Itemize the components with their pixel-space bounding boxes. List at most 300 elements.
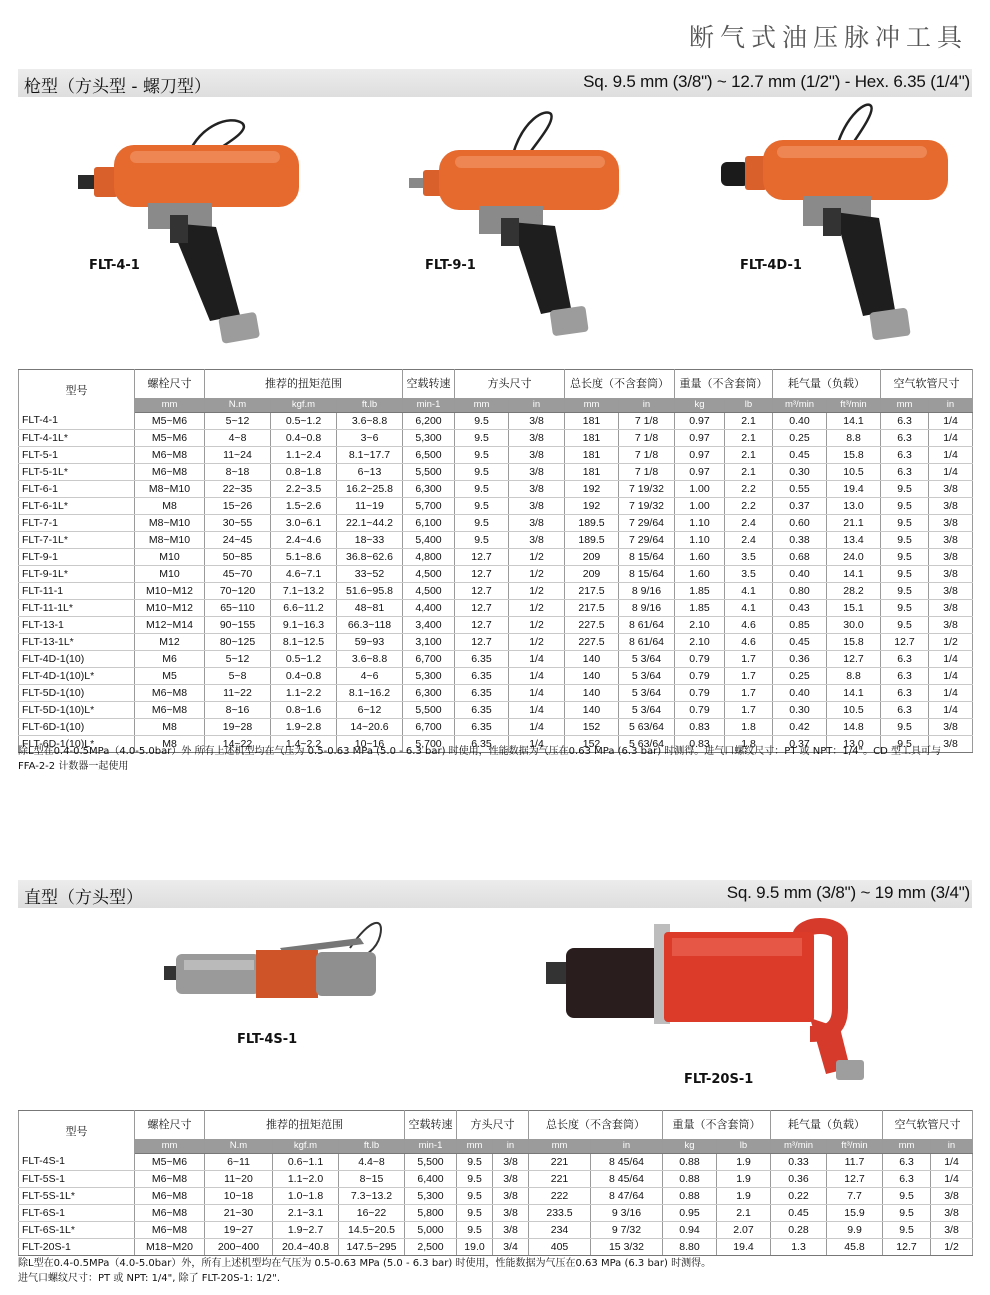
header-length: 总长度（不含套筒） <box>565 370 675 399</box>
table-cell: 6.6~11.2 <box>271 600 337 617</box>
table-cell: 3/8 <box>493 1154 529 1171</box>
table-cell: 5 3/64 <box>619 651 675 668</box>
unit-cell: min-1 <box>403 398 455 413</box>
unit-cell: lb <box>725 398 773 413</box>
table-cell: 0.88 <box>663 1154 717 1171</box>
table-cell: 6.3 <box>881 685 929 702</box>
table-cell: 0.42 <box>773 719 827 736</box>
table-cell: 6,100 <box>403 515 455 532</box>
table-cell: 0.80 <box>773 583 827 600</box>
footnote-line: 除L型在0.4-0.5MPa（4.0-5.0bar）外，所有上述机型均在气压为 0.5-0.63 MPa (5.0 - 6.3 bar) 时使用，性能数据为气压在0.63 MPa (6.3 bar) 时测得。 <box>18 1258 712 1269</box>
straight-tool-image-flt-4s-1 <box>160 908 395 1018</box>
table-cell: 140 <box>565 651 619 668</box>
unit-cell: ft.lb <box>337 398 403 413</box>
table-cell: 3.5 <box>725 566 773 583</box>
table-cell: 12.7 <box>455 583 509 600</box>
table-cell: 3/8 <box>493 1222 529 1239</box>
header-air: 耗气量（负载） <box>771 1111 883 1140</box>
table-cell: 147.5~295 <box>339 1239 405 1256</box>
table-cell: 0.25 <box>773 668 827 685</box>
table-cell: 1/4 <box>929 430 973 447</box>
table-cell: 0.5~1.2 <box>271 413 337 430</box>
model-cell: FLT-20S-1 <box>19 1239 135 1256</box>
header-square: 方头尺寸 <box>455 370 565 399</box>
table-cell: M8 <box>135 736 205 753</box>
table-cell: 12.7 <box>883 1239 931 1256</box>
table-cell: M6~M8 <box>135 1188 205 1205</box>
footnote <box>18 1256 948 1286</box>
table-cell: 90~155 <box>205 617 271 634</box>
model-cell: FLT-7-1 <box>19 515 135 532</box>
table-cell: 11~22 <box>205 685 271 702</box>
table-cell: 4.6 <box>725 617 773 634</box>
table-cell: 11~20 <box>205 1171 273 1188</box>
table-cell: 5 3/64 <box>619 685 675 702</box>
table-cell: 9.5 <box>455 430 509 447</box>
table-cell: 6,300 <box>403 685 455 702</box>
table-cell: 2.4 <box>725 532 773 549</box>
table-cell: 181 <box>565 464 619 481</box>
table-cell: 19.4 <box>717 1239 771 1256</box>
table-cell: 14.5~20.5 <box>339 1222 405 1239</box>
unit-cell: in <box>509 398 565 413</box>
table-cell: 3/4 <box>493 1239 529 1256</box>
table-cell: 2.2~3.5 <box>271 481 337 498</box>
table-cell: 4,500 <box>403 566 455 583</box>
table-cell: 5.1~8.6 <box>271 549 337 566</box>
table-cell: 8 15/64 <box>619 549 675 566</box>
table-cell: 222 <box>529 1188 591 1205</box>
table-cell: 0.8~1.6 <box>271 702 337 719</box>
table-cell: 2.2 <box>725 498 773 515</box>
table-cell: 2.07 <box>717 1222 771 1239</box>
model-cell: FLT-6S-1L* <box>19 1222 135 1239</box>
table-cell: 0.97 <box>675 447 725 464</box>
table-cell: M5 <box>135 668 205 685</box>
table-cell: 3/8 <box>929 515 973 532</box>
table-cell: 3.6~8.8 <box>337 651 403 668</box>
table-row <box>19 702 973 719</box>
model-cell: FLT-5S-1L* <box>19 1188 135 1205</box>
table-cell: M8~M10 <box>135 515 205 532</box>
table-cell: 9.5 <box>881 566 929 583</box>
table-cell: 3/8 <box>509 498 565 515</box>
model-cell: FLT-6S-1 <box>19 1205 135 1222</box>
table-row <box>19 515 973 532</box>
table-cell: 2.4~4.6 <box>271 532 337 549</box>
table-cell: 9.5 <box>457 1205 493 1222</box>
table-cell: 1.10 <box>675 532 725 549</box>
unit-cell: in <box>619 398 675 413</box>
table-cell: 9.5 <box>881 583 929 600</box>
table-cell: 2.2 <box>725 481 773 498</box>
table-cell: 80~125 <box>205 634 271 651</box>
table-row <box>19 634 973 651</box>
table-cell: 0.97 <box>675 413 725 430</box>
table-cell: 1.4~2.2 <box>271 736 337 753</box>
table-cell: 7 29/64 <box>619 532 675 549</box>
table-cell: 6.3 <box>883 1171 931 1188</box>
table-cell: 33~52 <box>337 566 403 583</box>
table-cell: 1/2 <box>509 566 565 583</box>
header-length: 总长度（不含套筒） <box>529 1111 663 1140</box>
table-row <box>19 617 973 634</box>
table-cell: 1/4 <box>509 702 565 719</box>
table-cell: 4~6 <box>337 668 403 685</box>
table-cell: 8 61/64 <box>619 634 675 651</box>
table-cell: 3/8 <box>929 736 973 753</box>
section-header-pistol <box>18 69 972 97</box>
table-cell: 3/8 <box>493 1205 529 1222</box>
table-cell: 3/8 <box>929 583 973 600</box>
table-cell: 6~12 <box>337 702 403 719</box>
table-cell: 14~20.6 <box>337 719 403 736</box>
table-cell: M10 <box>135 549 205 566</box>
table-cell: 9.5 <box>457 1188 493 1205</box>
table-cell: M10~M12 <box>135 583 205 600</box>
table-cell: 4.4~8 <box>339 1154 405 1171</box>
table-cell: 13.4 <box>827 532 881 549</box>
table-cell: 10~16 <box>337 736 403 753</box>
table-cell: 1/4 <box>931 1154 973 1171</box>
table-cell: 405 <box>529 1239 591 1256</box>
table-cell: 1.8 <box>725 719 773 736</box>
table-cell: 6.35 <box>455 719 509 736</box>
section-spec: Sq. 9.5 mm (3/8") ~ 12.7 mm (1/2") - Hex. 6.35 (1/4") <box>583 72 970 91</box>
table-cell: 6.3 <box>883 1154 931 1171</box>
table-cell: 12.7 <box>455 566 509 583</box>
table-cell: 8~16 <box>205 702 271 719</box>
header-bolt: 螺栓尺寸 <box>135 370 205 399</box>
table-cell: 3/8 <box>929 532 973 549</box>
table-cell: 6.35 <box>455 651 509 668</box>
table-cell: 2.4 <box>725 515 773 532</box>
unit-cell: mm <box>135 1139 205 1154</box>
unit-cell: mm <box>883 1139 931 1154</box>
table-cell: 6,500 <box>403 447 455 464</box>
table-cell: 3/8 <box>493 1188 529 1205</box>
table-row <box>19 481 973 498</box>
table-cell: 15.9 <box>827 1205 883 1222</box>
table-cell: 2.1 <box>725 430 773 447</box>
footnote-line: 进气口螺纹尺寸：PT 或 NPT: 1/4", 除了 FLT-20S-1: 1/2". <box>18 1273 281 1284</box>
table-cell: M6~M8 <box>135 1222 205 1239</box>
table-cell: 9.5 <box>881 481 929 498</box>
table-cell: 1/2 <box>509 634 565 651</box>
table-cell: 9.5 <box>455 532 509 549</box>
table-cell: 1.0~1.8 <box>273 1188 339 1205</box>
table-cell: 1.1~2.0 <box>273 1171 339 1188</box>
table-cell: 1.7 <box>725 702 773 719</box>
tool-label: FLT-4-1 <box>89 258 140 273</box>
table-cell: 1/4 <box>929 447 973 464</box>
table-cell: 1.85 <box>675 600 725 617</box>
table-cell: 51.6~95.8 <box>337 583 403 600</box>
table-cell: M18~M20 <box>135 1239 205 1256</box>
header-square: 方头尺寸 <box>457 1111 529 1140</box>
model-cell: FLT-6-1 <box>19 481 135 498</box>
table-cell: 3/8 <box>509 413 565 430</box>
table-cell: 6,300 <box>403 481 455 498</box>
table-cell: 8~15 <box>339 1171 405 1188</box>
table-cell: 1.00 <box>675 481 725 498</box>
table-cell: 1/4 <box>509 736 565 753</box>
table-cell: 11~19 <box>337 498 403 515</box>
table-cell: 1.3 <box>771 1239 827 1256</box>
table-cell: M8~M10 <box>135 481 205 498</box>
table-cell: 0.28 <box>771 1222 827 1239</box>
unit-cell: in <box>931 1139 973 1154</box>
table-cell: 1.7 <box>725 651 773 668</box>
table-cell: 6.35 <box>455 702 509 719</box>
table-cell: 8 45/64 <box>591 1154 663 1171</box>
table-cell: 9.5 <box>457 1222 493 1239</box>
table-cell: 8.1~17.7 <box>337 447 403 464</box>
unit-row <box>19 1139 973 1154</box>
table-cell: 227.5 <box>565 634 619 651</box>
model-cell: FLT-5S-1 <box>19 1171 135 1188</box>
unit-row <box>19 398 973 413</box>
model-cell: FLT-4-1L* <box>19 430 135 447</box>
section-header-straight <box>18 880 972 908</box>
table-cell: 9.5 <box>455 464 509 481</box>
table-cell: M6~M8 <box>135 685 205 702</box>
table-cell: 3~6 <box>337 430 403 447</box>
table-cell: 3/8 <box>929 498 973 515</box>
table-cell: 9.5 <box>455 447 509 464</box>
table-cell: M8~M10 <box>135 532 205 549</box>
table-cell: 8.1~12.5 <box>271 634 337 651</box>
table-cell: 14.1 <box>827 413 881 430</box>
table-cell: 1/4 <box>929 685 973 702</box>
table-cell: 5,300 <box>405 1188 457 1205</box>
table-cell: 1/2 <box>509 600 565 617</box>
table-cell: 36.8~62.6 <box>337 549 403 566</box>
table-cell: 21~30 <box>205 1205 273 1222</box>
table-row <box>19 1188 973 1205</box>
table-cell: 181 <box>565 430 619 447</box>
table-cell: 5,500 <box>405 1154 457 1171</box>
table-cell: 24.0 <box>827 549 881 566</box>
model-cell: FLT-11-1 <box>19 583 135 600</box>
table-row <box>19 498 973 515</box>
table-cell: 1.9~2.8 <box>271 719 337 736</box>
table-cell: 0.40 <box>773 685 827 702</box>
unit-cell: mm <box>565 398 619 413</box>
table-cell: 192 <box>565 481 619 498</box>
table-cell: 5~12 <box>205 651 271 668</box>
section-spec: Sq. 9.5 mm (3/8") ~ 19 mm (3/4") <box>726 883 970 902</box>
table-cell: 3,400 <box>403 617 455 634</box>
table-cell: 1/4 <box>929 702 973 719</box>
table-cell: 9.5 <box>881 617 929 634</box>
unit-cell: N.m <box>205 1139 273 1154</box>
table-cell: 6,700 <box>403 651 455 668</box>
header-speed: 空载转速 <box>405 1111 457 1140</box>
table-cell: 7 1/8 <box>619 413 675 430</box>
table-cell: 3/8 <box>931 1205 973 1222</box>
footnote: 除L型在0.4-0.5MPa（4.0-5.0bar）外 所有上述机型均在气压为 0.5-0.63 MPa (5.0 - 6.3 bar) 时使用，性能数据为气压在0.63 MPa (6.3 bar) 时测得。进气口螺纹尺寸：PT 或 NPT：1/4"。CD 型工具可与FFA-2-2 计数器一起使用 <box>18 746 941 772</box>
table-cell: 3/8 <box>929 617 973 634</box>
model-cell: FLT-11-1L* <box>19 600 135 617</box>
table-cell: 3/8 <box>509 515 565 532</box>
table-row <box>19 1171 973 1188</box>
header-model: 型号 <box>19 370 135 413</box>
table-cell: 2.1 <box>725 413 773 430</box>
table-cell: 14~22 <box>205 736 271 753</box>
unit-cell: mm <box>455 398 509 413</box>
table-cell: 6.3 <box>881 430 929 447</box>
table-cell: 0.40 <box>773 566 827 583</box>
table-cell: 11~24 <box>205 447 271 464</box>
table-cell: 221 <box>529 1154 591 1171</box>
table-cell: 1.9 <box>717 1188 771 1205</box>
section-title: 直型（方头型） <box>24 888 143 908</box>
table-cell: 3.0~6.1 <box>271 515 337 532</box>
table-cell: 6.3 <box>881 702 929 719</box>
table-cell: 2.1 <box>725 464 773 481</box>
header-torque: 推荐的扭矩范围 <box>205 1111 405 1140</box>
table-cell: 6.35 <box>455 736 509 753</box>
table-cell: 5 3/64 <box>619 702 675 719</box>
table-cell: 1/4 <box>509 651 565 668</box>
table-cell: 9.5 <box>881 532 929 549</box>
table-cell: 3/8 <box>931 1188 973 1205</box>
table-cell: M10~M12 <box>135 600 205 617</box>
table-cell: 1.5~2.6 <box>271 498 337 515</box>
table-cell: 217.5 <box>565 583 619 600</box>
model-cell: FLT-5D-1(10)L* <box>19 702 135 719</box>
unit-cell: m³/min <box>771 1139 827 1154</box>
table-cell: 9.5 <box>457 1154 493 1171</box>
unit-cell: kg <box>675 398 725 413</box>
table-cell: M12 <box>135 634 205 651</box>
table-cell: 15.1 <box>827 600 881 617</box>
model-cell: FLT-5D-1(10) <box>19 685 135 702</box>
table-cell: 233.5 <box>529 1205 591 1222</box>
table-cell: M5~M6 <box>135 1154 205 1171</box>
table-cell: 8 47/64 <box>591 1188 663 1205</box>
table-cell: 12.7 <box>455 617 509 634</box>
table-cell: 12.7 <box>881 634 929 651</box>
table-cell: 140 <box>565 702 619 719</box>
unit-cell: mm <box>529 1139 591 1154</box>
table-cell: 8.8 <box>827 668 881 685</box>
unit-cell: ft³/min <box>827 1139 883 1154</box>
table-cell: 9 3/16 <box>591 1205 663 1222</box>
table-cell: 9.5 <box>881 498 929 515</box>
table-cell: 0.83 <box>675 719 725 736</box>
table-cell: 9.5 <box>881 719 929 736</box>
table-cell: 66.3~118 <box>337 617 403 634</box>
table-cell: 1.85 <box>675 583 725 600</box>
header-weight: 重量（不含套筒） <box>675 370 773 399</box>
table-cell: 30~55 <box>205 515 271 532</box>
table-cell: 65~110 <box>205 600 271 617</box>
table-row <box>19 549 973 566</box>
table-cell: 4~8 <box>205 430 271 447</box>
table-cell: 0.88 <box>663 1188 717 1205</box>
table-cell: 0.97 <box>675 430 725 447</box>
table-cell: 181 <box>565 413 619 430</box>
table-cell: 0.88 <box>663 1171 717 1188</box>
unit-cell: kgf.m <box>273 1139 339 1154</box>
table-cell: 3/8 <box>929 549 973 566</box>
table-cell: 6,700 <box>403 719 455 736</box>
table-cell: 6~11 <box>205 1154 273 1171</box>
table-cell: 234 <box>529 1222 591 1239</box>
table-cell: 3/8 <box>509 532 565 549</box>
table-cell: 5,500 <box>403 464 455 481</box>
header-weight: 重量（不含套筒） <box>663 1111 771 1140</box>
table-row <box>19 583 973 600</box>
table-cell: M6~M8 <box>135 464 205 481</box>
straight-tool-image-flt-20s-1 <box>540 918 890 1088</box>
table-row <box>19 430 973 447</box>
table-row <box>19 1154 973 1171</box>
table-cell: 15~26 <box>205 498 271 515</box>
table-cell: 7 1/8 <box>619 464 675 481</box>
table-cell: 0.4~0.8 <box>271 430 337 447</box>
table-cell: 3,100 <box>403 634 455 651</box>
table-cell: 0.55 <box>773 481 827 498</box>
table-cell: 6.3 <box>881 447 929 464</box>
table-cell: 48~81 <box>337 600 403 617</box>
table-cell: 4,400 <box>403 600 455 617</box>
table-cell: 18~33 <box>337 532 403 549</box>
table-cell: 3.6~8.8 <box>337 413 403 430</box>
unit-cell: in <box>493 1139 529 1154</box>
table-cell: 7.7 <box>827 1188 883 1205</box>
table-cell: 9.5 <box>883 1222 931 1239</box>
table-cell: 1.8 <box>725 736 773 753</box>
table-cell: 7 1/8 <box>619 447 675 464</box>
unit-cell: N.m <box>205 398 271 413</box>
table-cell: 140 <box>565 668 619 685</box>
table-cell: 3/8 <box>493 1171 529 1188</box>
table-cell: 0.37 <box>773 498 827 515</box>
table-cell: 221 <box>529 1171 591 1188</box>
section-title: 枪型（方头型 - 螺刀型） <box>24 77 211 97</box>
model-cell: FLT-5-1 <box>19 447 135 464</box>
table-cell: 6.3 <box>881 668 929 685</box>
table-cell: 3/8 <box>509 481 565 498</box>
table-cell: 0.94 <box>663 1222 717 1239</box>
table-cell: 10~18 <box>205 1188 273 1205</box>
table-cell: 5,700 <box>403 736 455 753</box>
table-cell: 2,500 <box>405 1239 457 1256</box>
table-cell: 70~120 <box>205 583 271 600</box>
table-cell: 9 7/32 <box>591 1222 663 1239</box>
tool-label: FLT-20S-1 <box>684 1072 754 1087</box>
table-cell: 8.8 <box>827 430 881 447</box>
pistol-tool-image-flt-9-1 <box>405 108 645 348</box>
table-cell: 9.5 <box>457 1171 493 1188</box>
table-cell: 3.5 <box>725 549 773 566</box>
table-cell: 45.8 <box>827 1239 883 1256</box>
table-cell: 4.6~7.1 <box>271 566 337 583</box>
table-cell: 8.1~16.2 <box>337 685 403 702</box>
table-cell: 2.10 <box>675 634 725 651</box>
table-cell: 16.2~25.8 <box>337 481 403 498</box>
table-cell: 0.5~1.2 <box>271 651 337 668</box>
table-cell: 1.9 <box>717 1154 771 1171</box>
table-cell: 0.30 <box>773 702 827 719</box>
table-cell: 1/4 <box>509 668 565 685</box>
table-row <box>19 719 973 736</box>
table-cell: 13.0 <box>827 498 881 515</box>
table-cell: 14.8 <box>827 719 881 736</box>
